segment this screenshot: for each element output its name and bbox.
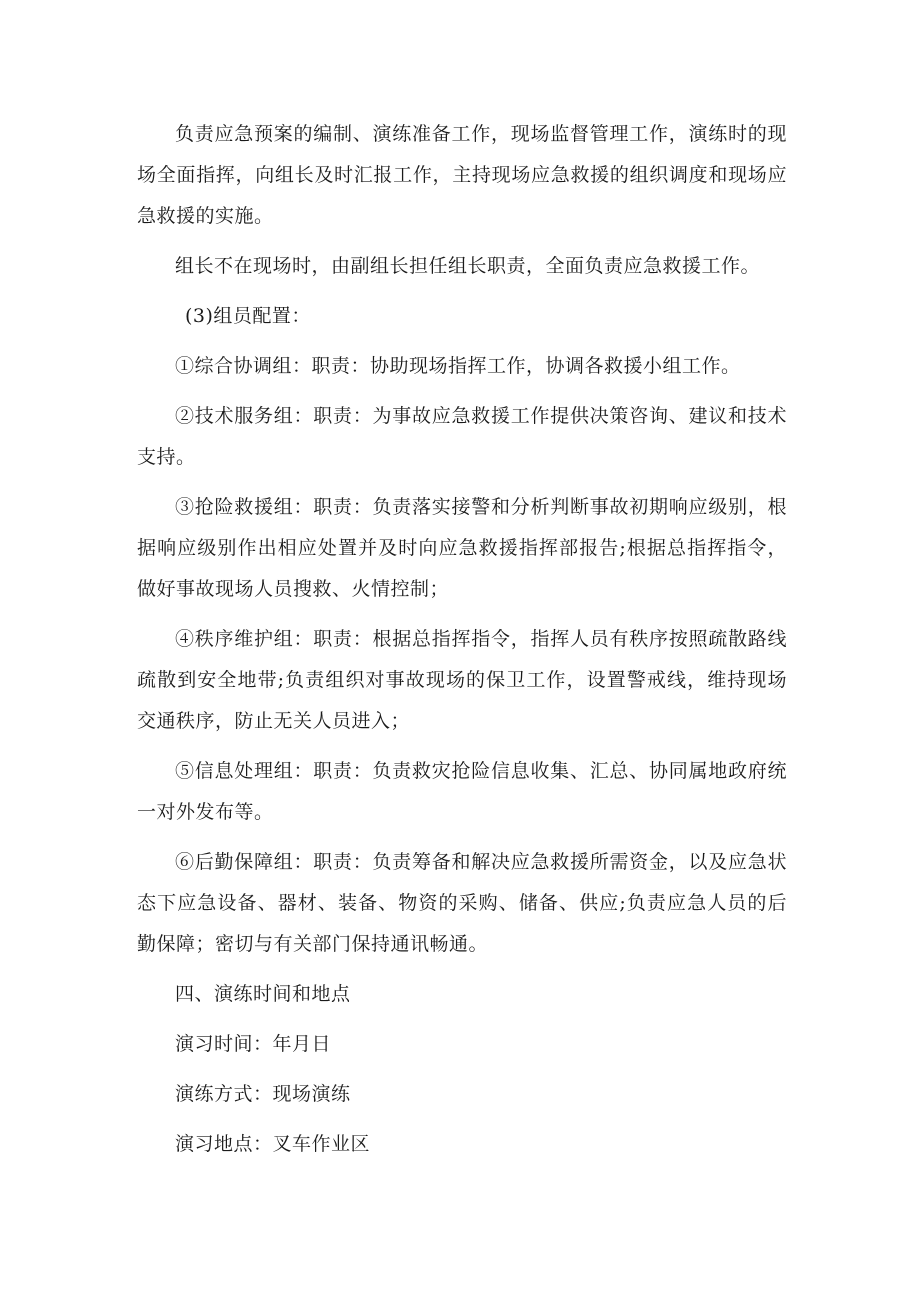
section-heading-time-place: 四、演练时间和地点 [175, 983, 351, 1005]
paragraph-technical-group: ②技术服务组：职责：为事故应急救援工作提供决策咨询、建议和技术支持。 [137, 405, 787, 468]
paragraph-drill-method: 演练方式：现场演练 [175, 1083, 351, 1105]
paragraph-coordination-group: ①综合协调组：职责：协助现场指挥工作，协调各救援小组工作。 [175, 355, 741, 377]
paragraph-order-group: ④秩序维护组：职责：根据总指挥指令，指挥人员有秩序按照疏散路线疏散到安全地带;负责组织对事故现场的保卫工作，设置警戒线，维持现场交通秩序，防止无关人员进入； [137, 628, 787, 732]
document-body [137, 114, 787, 1174]
paragraph-drill-location: 演习地点：叉车作业区 [175, 1133, 371, 1155]
paragraph-information-group: ⑤信息处理组：职责：负责救灾抢险信息收集、汇总、协同属地政府统一对外发布等。 [137, 760, 787, 823]
paragraph-deputy-leader: 组长不在现场时，由副组长担任组长职责，全面负责应急救援工作。 [175, 255, 761, 277]
paragraph-logistics-group: ⑥后勤保障组：职责：负责筹备和解决应急救援所需资金，以及应急状态下应急设备、器材、装备、物资的采购、储备、供应;负责应急人员的后勤保障；密切与有关部门保持通讯畅通。 [137, 851, 787, 955]
paragraph-rescue-group: ③抢险救援组：职责：负责落实接警和分析判断事故初期响应级别，根据响应级别作出相应处置并及时向应急救援指挥部报告;根据总指挥指令，做好事故现场人员搜救、火情控制； [137, 496, 787, 600]
paragraph-member-config: (3)组员配置： [185, 305, 311, 327]
paragraph-drill-time: 演习时间：年月日 [175, 1033, 332, 1055]
paragraph-leader-duties: 负责应急预案的编制、演练准备工作，现场监督管理工作，演练时的现场全面指挥，向组长及时汇报工作，主持现场应急救援的组织调度和现场应急救援的实施。 [137, 123, 787, 227]
